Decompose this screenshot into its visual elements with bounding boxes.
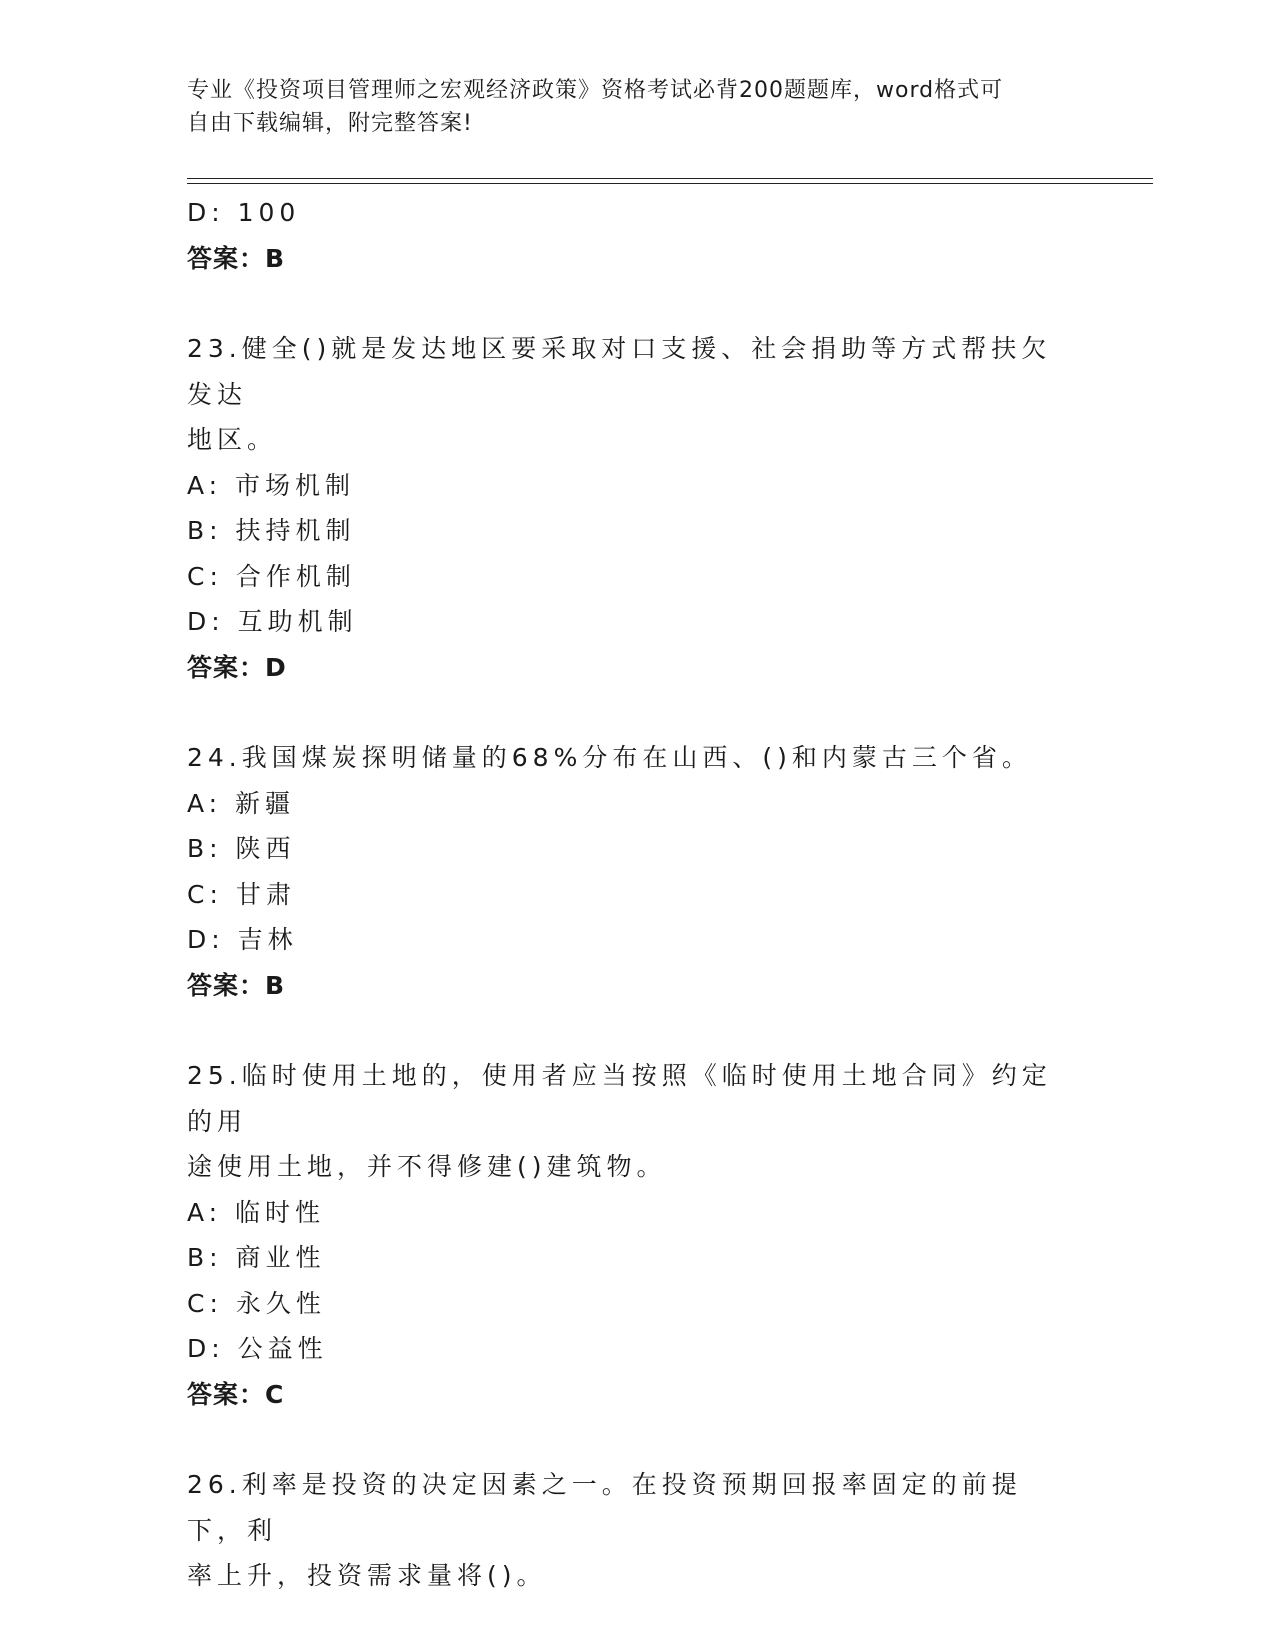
question-text (187, 1462, 1067, 1599)
option-c: C: 合作机制 (187, 561, 356, 591)
question-line: 地区。 (187, 425, 278, 454)
header-line-2: 自由下载编辑，附完整答案! (187, 111, 473, 136)
option-a: A: 新疆 (187, 788, 296, 818)
question-block (187, 735, 1087, 1008)
question-block (187, 1053, 1087, 1417)
option-a: A: 临时性 (187, 1197, 326, 1227)
answer: 答案：B (187, 970, 286, 1000)
answer: 答案：D (187, 652, 287, 682)
option-c: C: 永久性 (187, 1288, 326, 1318)
question-block (187, 326, 1087, 690)
question-text (187, 735, 1067, 781)
page-header (187, 74, 1067, 140)
question-line: 25.临时使用土地的，使用者应当按照《临时使用土地合同》约定的用 (187, 1061, 1052, 1136)
question-line: 率上升，投资需求量将()。 (187, 1561, 547, 1590)
option-a: A: 市场机制 (187, 470, 356, 500)
question-text (187, 1053, 1067, 1190)
option-d: D: 互助机制 (187, 607, 358, 636)
question-list (187, 190, 1087, 1599)
option-b: B: 商业性 (187, 1243, 326, 1272)
answer: 答案：C (187, 1379, 285, 1409)
header-line-1: 专业《投资项目管理师之宏观经济政策》资格考试必背200题题库，word格式可 (187, 78, 1004, 103)
question-line: 24.我国煤炭探明储量的68%分布在山西、()和内蒙古三个省。 (187, 743, 1032, 772)
question-line: 途使用土地，并不得修建()建筑物。 (187, 1152, 667, 1181)
option-d: D: 公益性 (187, 1334, 328, 1363)
answer: 答案：B (187, 243, 286, 273)
question-line: 23.健全()就是发达地区要采取对口支援、社会捐助等方式帮扶欠发达 (187, 334, 1052, 409)
question-text (187, 326, 1067, 463)
option-b: B: 扶持机制 (187, 516, 356, 545)
option-d: D: 100 (187, 198, 301, 227)
question-block (187, 1462, 1087, 1599)
option-c: C: 甘肃 (187, 879, 296, 909)
header-divider (187, 178, 1153, 184)
option-d: D: 吉林 (187, 925, 298, 954)
question-line: 26.利率是投资的决定因素之一。在投资预期回报率固定的前提下，利 (187, 1470, 1022, 1545)
option-b: B: 陕西 (187, 834, 296, 863)
